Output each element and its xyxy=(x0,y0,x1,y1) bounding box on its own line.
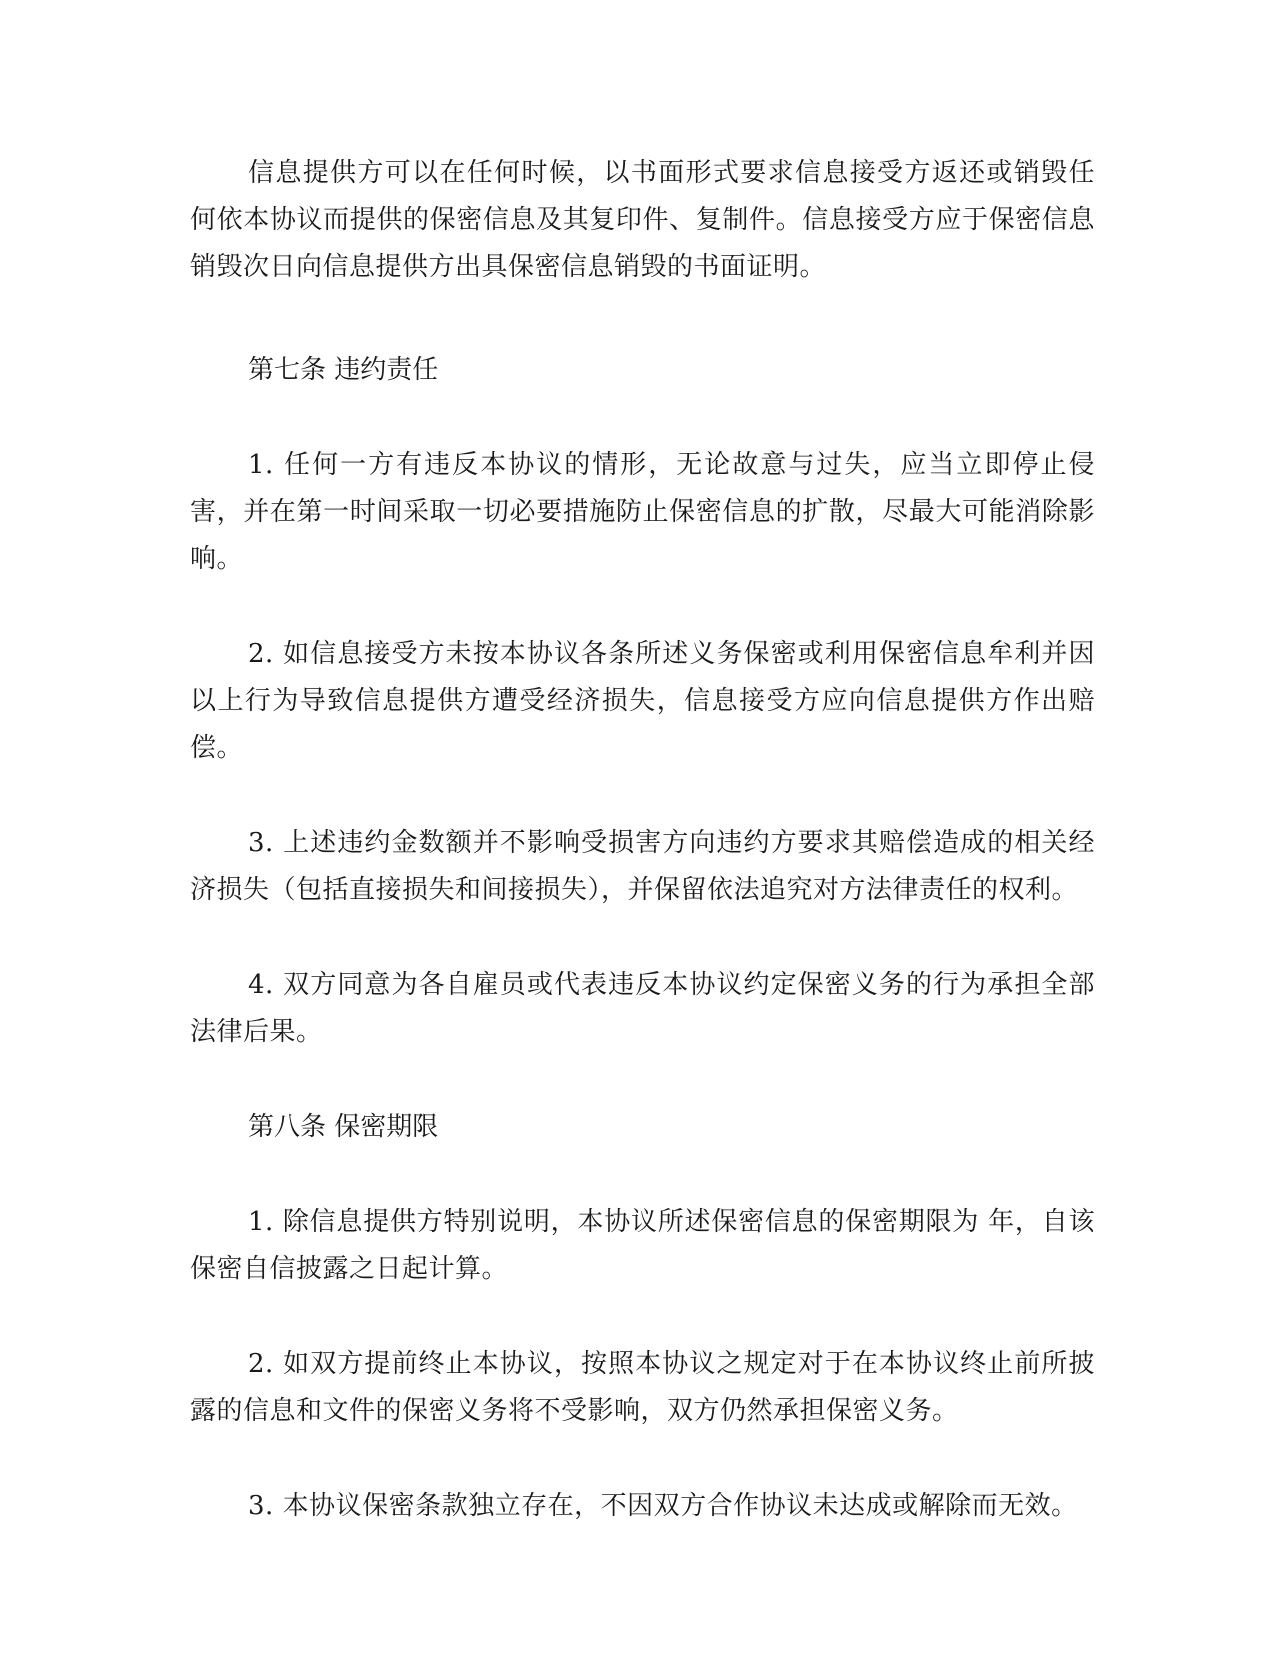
article-7-item-4: 4. 双方同意为各自雇员或代表违反本协议约定保密义务的行为承担全部法律后果。 xyxy=(190,970,1095,1047)
article-7-item-1: 1. 任何一方有违反本协议的情形，无论故意与过失，应当立即停止侵害，并在第一时间采取一切必要措施防止保密信息的扩散，尽最大可能消除影响。 xyxy=(190,450,1095,574)
article-8-item-3: 3. 本协议保密条款独立存在，不因双方合作协议未达成或解除而无效。 xyxy=(248,1491,1078,1521)
article-8-item-2: 2. 如双方提前终止本协议，按照本协议之规定对于在本协议终止前所披露的信息和文件的保密义务将不受影响，双方仍然承担保密义务。 xyxy=(190,1349,1095,1426)
article-8-item-1: 1. 除信息提供方特别说明，本协议所述保密信息的保密期限为 年，自该保密自信披露之日起计算。 xyxy=(190,1207,1095,1284)
document-page xyxy=(190,150,1095,1530)
article-7-item-2: 2. 如信息接受方未按本协议各条所述义务保密或利用保密信息牟利并因以上行为导致信息提供方遭受经济损失，信息接受方应向信息提供方作出赔偿。 xyxy=(190,639,1095,763)
article-7-item-3: 3. 上述违约金数额并不影响受损害方向违约方要求其赔偿造成的相关经济损失（包括直接损失和间接损失），并保留依法追究对方法律责任的权利。 xyxy=(190,828,1095,905)
article-7-heading: 第七条 违约责任 xyxy=(248,355,439,385)
article-8-heading: 第八条 保密期限 xyxy=(248,1112,439,1142)
intro-paragraph: 信息提供方可以在任何时候，以书面形式要求信息接受方返还或销毁任何依本协议而提供的保密信息及其复印件、复制件。信息接受方应于保密信息销毁次日向信息提供方出具保密信息销毁的书面证明。 xyxy=(190,158,1095,282)
